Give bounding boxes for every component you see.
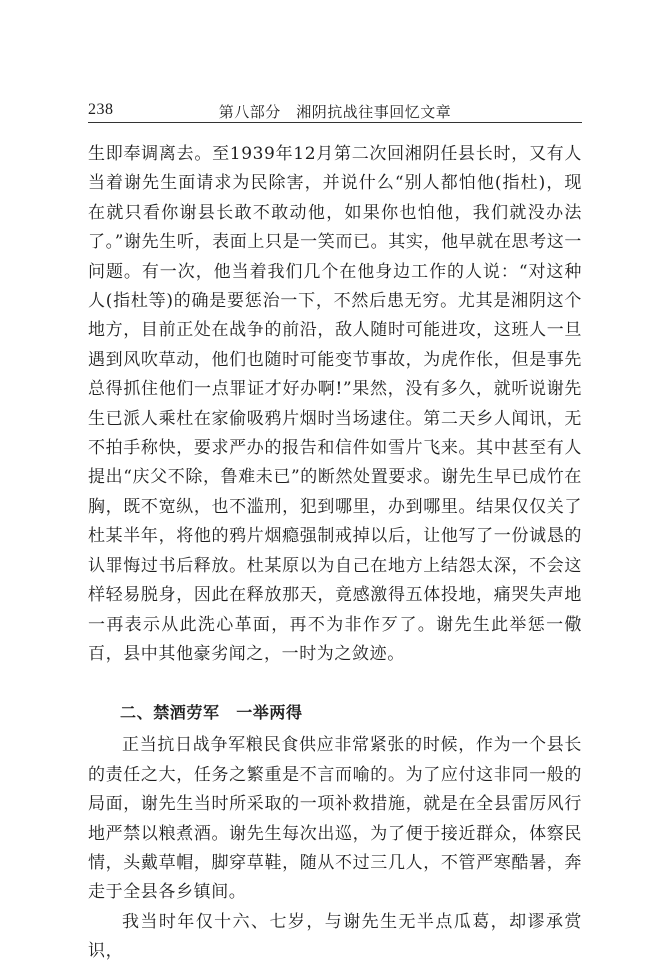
page-header bbox=[88, 100, 582, 123]
section-heading: 二、禁酒劳军 一举两得 bbox=[120, 703, 303, 723]
paragraph-continued: 生即奉调离去。至1939年12月第二次回湘阴任县长时，又有人当着谢先生面请求为民除害，并说什么“别人都怕他(指杜)，现在就只看你谢县长敢不敢动他，如果你也怕他，我们就没办法了。”谢先生听，表面上只是一笑而已。其实，他早就在思考这一问题。有一次，他当着我们几个在他身边工作的人说：“对这种人(指杜等)的确是要惩治一下，不然后患无穷。尤其是湘阴这个地方，目前正处在战争的前沿，敌人随时可能进攻，这班人一旦遇到风吹草动，他们也随时可能变节事故，为虎作伥，但是事先总得抓住他们一点罪证才好办啊!”果然，没有多久，就听说谢先生已派人乘杜在家偷吸鸦片烟时当场逮住。第二天乡人闻讯，无不拍手称快，要求严办的报告和信件如雪片飞来。其中甚至有人提出“庆父不除，鲁难未已”的断然处置要求。谢先生早已成竹在胸，既不宽纵，也不滥刑，犯到哪里，办到哪里。结果仅仅关了杜某半年，将他的鸦片烟瘾强制戒掉以后，让他写了一份诚恳的认罪悔过书后释放。杜某原以为自己在地方上结怨太深，不会这样轻易脱身，因此在释放那天，竟感激得五体投地，痛哭失声地一再表示从此洗心革面，再不为非作歹了。谢先生此举惩一儆百，县中其他豪劣闻之，一时为之敛迹。 bbox=[88, 144, 582, 664]
page-number: 238 bbox=[88, 101, 114, 118]
paragraph: 我当时年仅十六、七岁，与谢先生无半点瓜葛，却谬承赏识， bbox=[88, 911, 582, 962]
page-body bbox=[88, 140, 582, 967]
running-title: 第八部分 湘阴抗战往事回忆文章 bbox=[218, 103, 452, 121]
paragraph: 正当抗日战争军粮民食供应非常紧张的时候，作为一个县长的责任之大，任务之繁重是不言而喻的。为了应付这非同一般的局面，谢先生当时所采取的一项补救措施，就是在全县雷厉风行地严禁以粮煮酒。谢先生每次出巡，为了便于接近群众，体察民情，头戴草帽，脚穿草鞋，随从不过三几人，不管严寒酷暑，奔走于全县各乡镇间。 bbox=[88, 735, 582, 903]
